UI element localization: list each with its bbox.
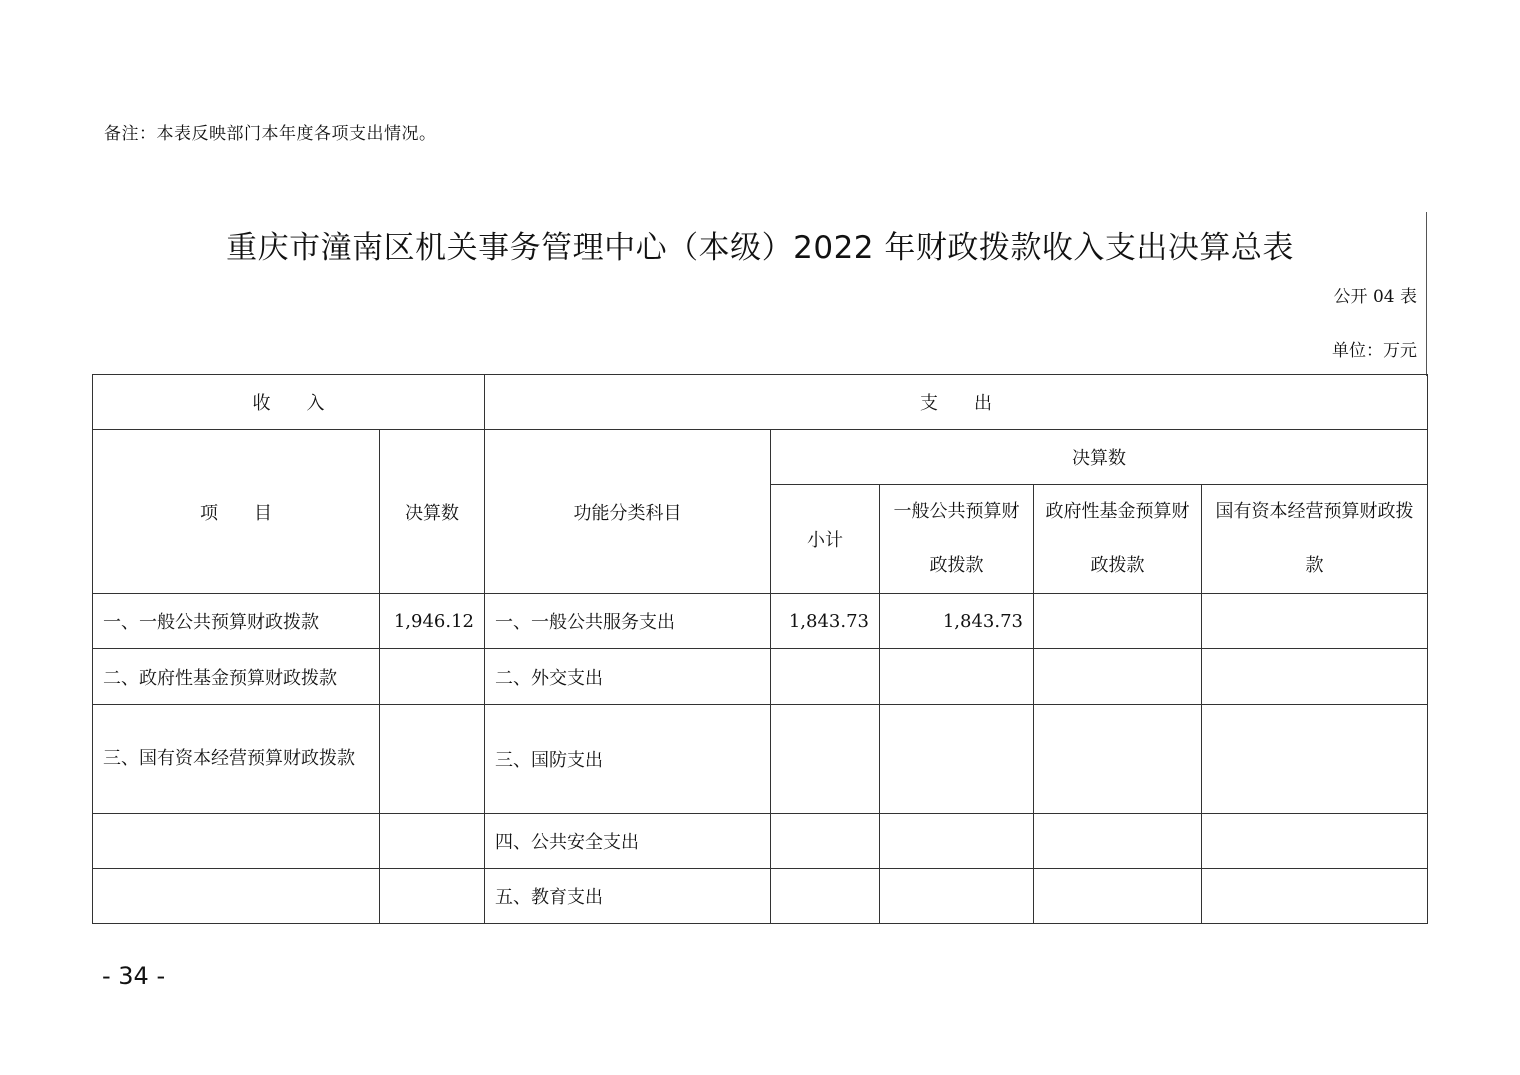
gov-fund-cell	[1034, 869, 1202, 924]
general-budget-cell	[880, 705, 1034, 814]
subtotal-header: 小计	[771, 485, 880, 594]
table-row	[93, 869, 1428, 924]
expense-item-cell: 一、一般公共服务支出	[485, 594, 771, 649]
state-capital-cell	[1202, 869, 1428, 924]
gov-fund-header: 政府性基金预算财政拨款	[1034, 485, 1202, 594]
income-item-cell: 一、一般公共预算财政拨款	[93, 594, 380, 649]
income-amount-cell	[380, 869, 485, 924]
table-row	[93, 594, 1428, 649]
table-row	[93, 705, 1428, 814]
state-capital-cell	[1202, 649, 1428, 705]
page-number: - 34 -	[102, 962, 166, 990]
gov-fund-cell	[1034, 705, 1202, 814]
form-number: 公开 04 表	[1333, 287, 1417, 307]
table-row	[93, 649, 1428, 705]
expense-item-cell: 四、公共安全支出	[485, 814, 771, 869]
expense-amount-header: 决算数	[771, 430, 1428, 485]
state-capital-cell	[1202, 594, 1428, 649]
subtotal-cell: 1,843.73	[771, 594, 880, 649]
general-budget-header: 一般公共预算财政拨款	[880, 485, 1034, 594]
gov-fund-cell	[1034, 649, 1202, 705]
gov-fund-cell	[1034, 814, 1202, 869]
expense-item-cell: 三、国防支出	[485, 705, 771, 814]
state-capital-header: 国有资本经营预算财政拨款	[1202, 485, 1428, 594]
unit-label: 单位：万元	[1332, 341, 1417, 361]
func-category-header: 功能分类科目	[485, 430, 771, 594]
income-item-cell: 二、政府性基金预算财政拨款	[93, 649, 380, 705]
table-row	[93, 814, 1428, 869]
gov-fund-cell	[1034, 594, 1202, 649]
income-item-cell	[93, 814, 380, 869]
state-capital-cell	[1202, 705, 1428, 814]
general-budget-cell: 1,843.73	[880, 594, 1034, 649]
income-amount-header: 决算数	[380, 430, 485, 594]
subtotal-cell	[771, 869, 880, 924]
state-capital-cell	[1202, 814, 1428, 869]
budget-summary-table	[92, 374, 1428, 924]
general-budget-cell	[880, 869, 1034, 924]
item-header: 项 目	[93, 430, 380, 594]
income-amount-cell	[380, 649, 485, 705]
general-budget-cell	[880, 649, 1034, 705]
income-item-cell	[93, 869, 380, 924]
expense-header: 支 出	[485, 375, 1428, 430]
income-amount-cell: 1,946.12	[380, 594, 485, 649]
income-amount-cell	[380, 814, 485, 869]
expense-item-cell: 五、教育支出	[485, 869, 771, 924]
general-budget-cell	[880, 814, 1034, 869]
subtotal-cell	[771, 814, 880, 869]
remark-note: 备注：本表反映部门本年度各项支出情况。	[104, 124, 437, 144]
income-item-cell: 三、国有资本经营预算财政拨款	[93, 705, 380, 814]
income-amount-cell	[380, 705, 485, 814]
subtotal-cell	[771, 705, 880, 814]
income-header: 收 入	[93, 375, 485, 430]
page-title: 重庆市潼南区机关事务管理中心（本级）2022 年财政拨款收入支出决算总表	[226, 230, 1294, 266]
expense-item-cell: 二、外交支出	[485, 649, 771, 705]
subtotal-cell	[771, 649, 880, 705]
